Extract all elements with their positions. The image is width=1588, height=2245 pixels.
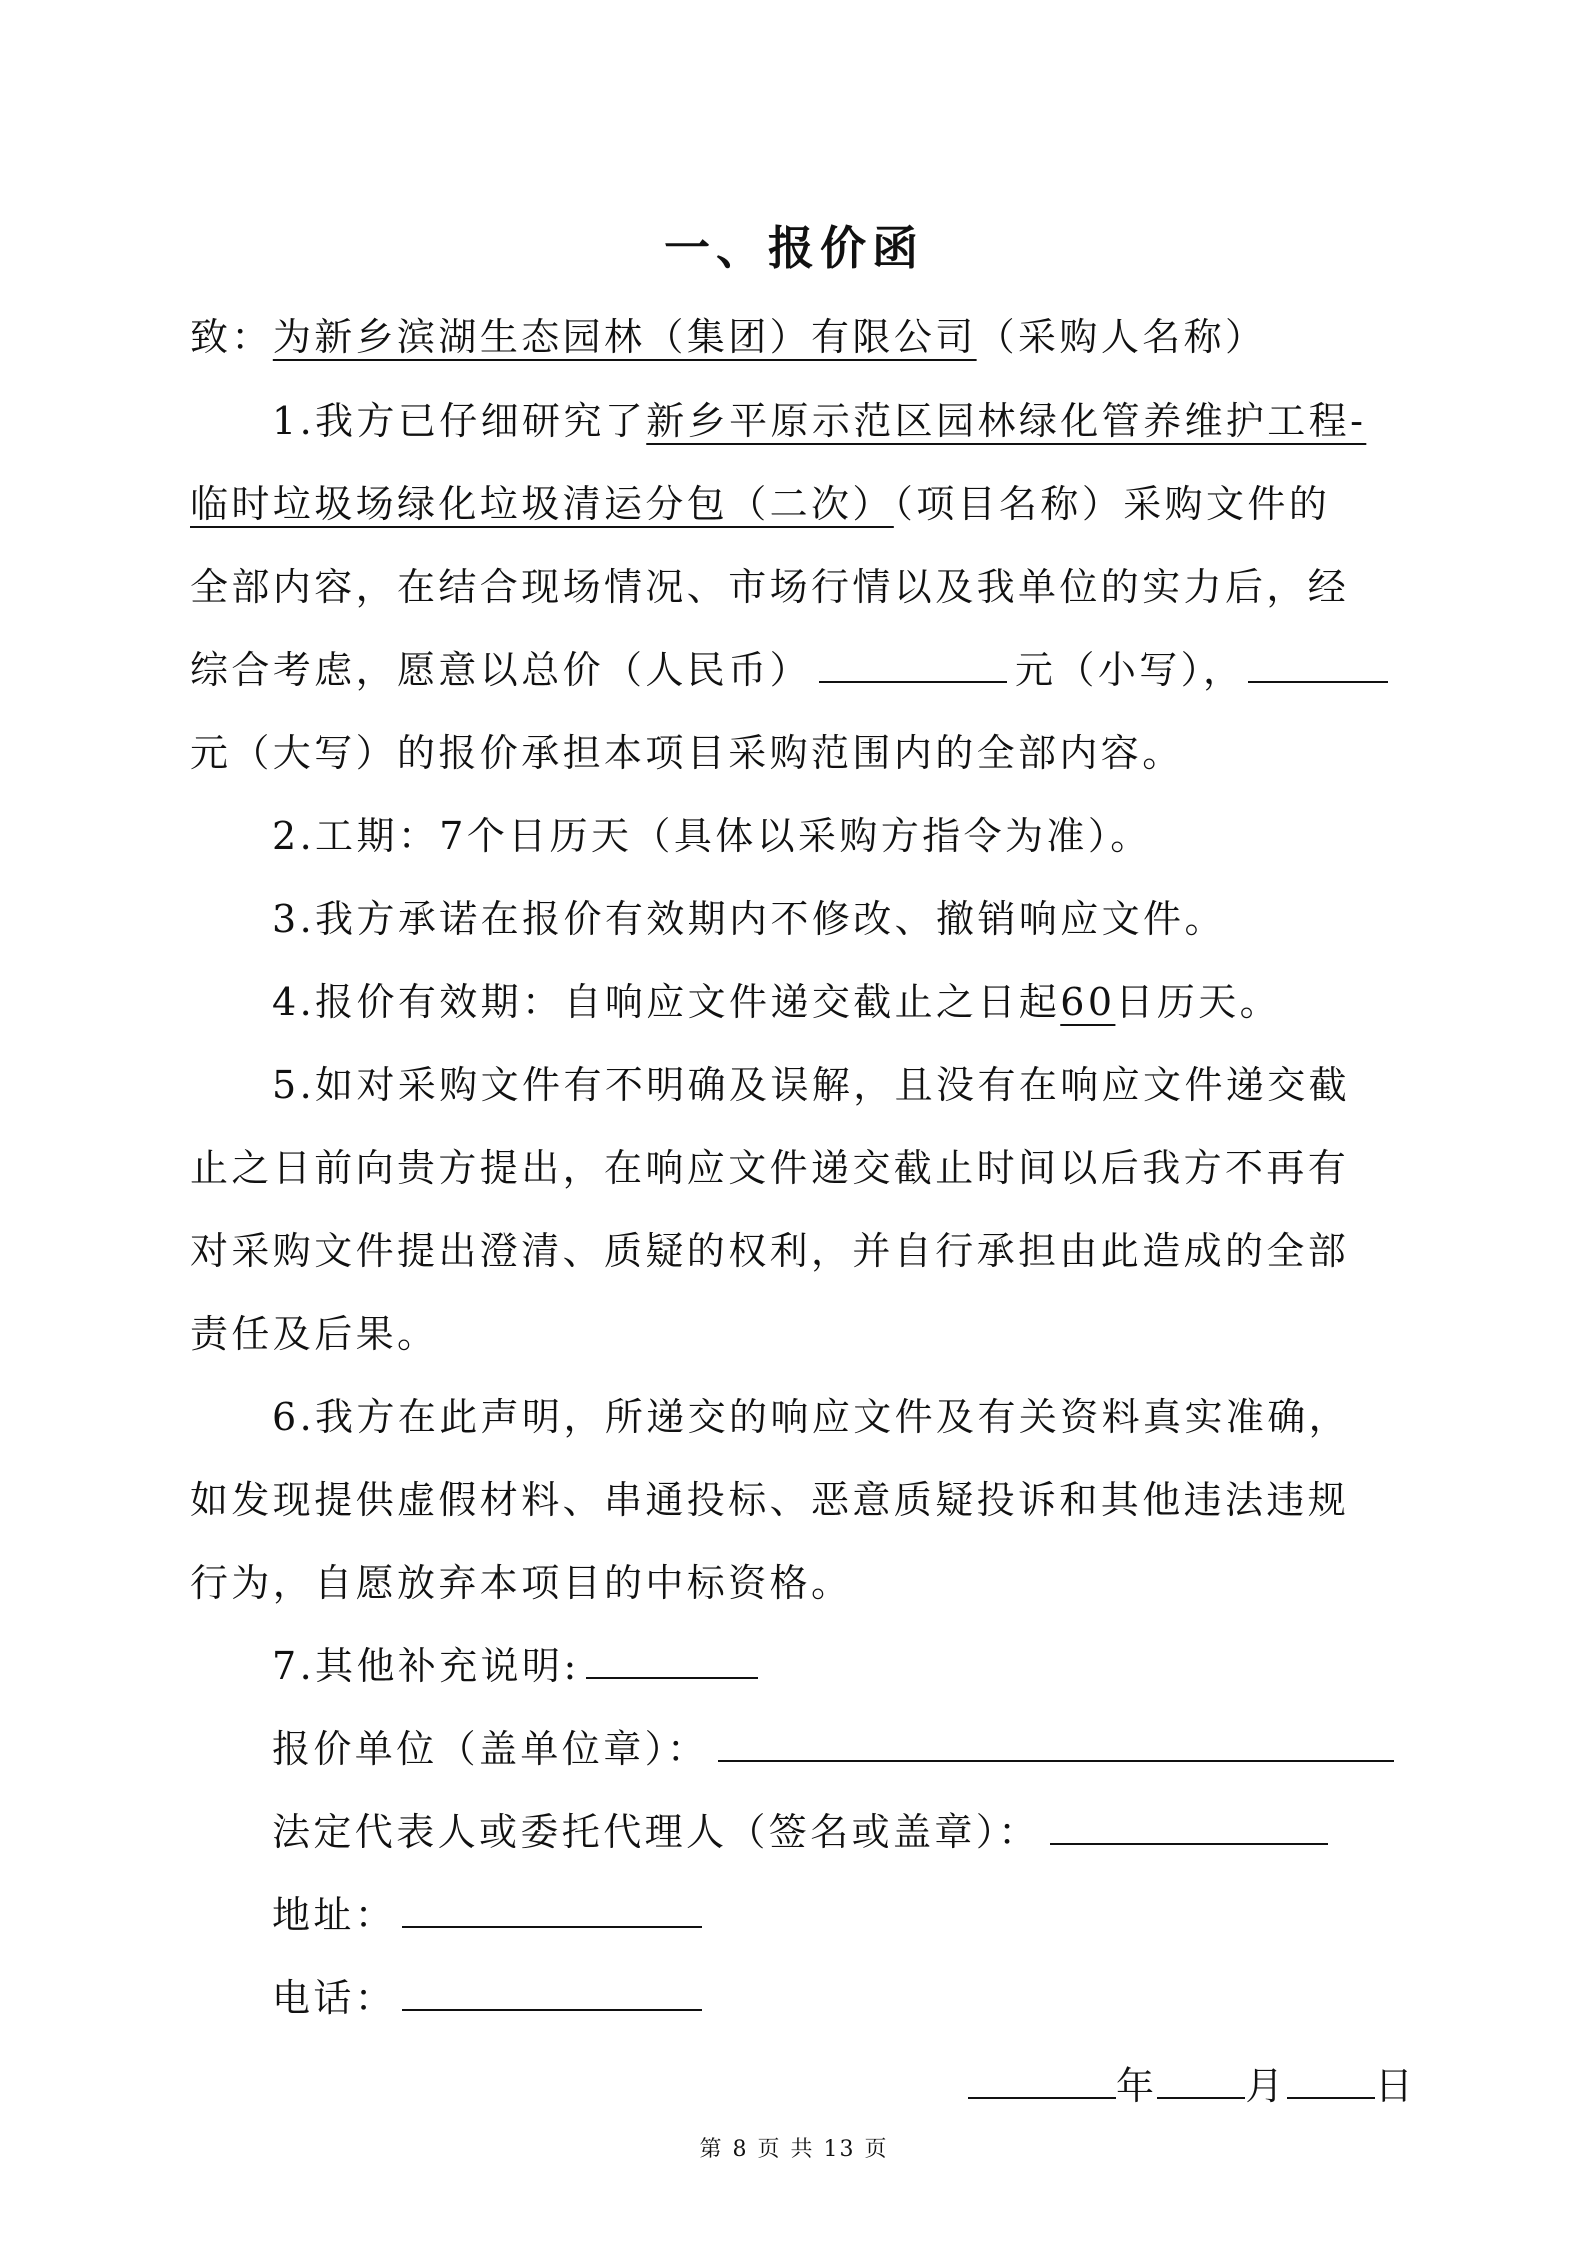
day-label: 日 [1374, 2064, 1417, 2108]
paragraph-2: 2.工期：7个日历天（具体以采购方指令为准）。 [272, 814, 1152, 858]
paragraph-1-line-1 [272, 398, 1366, 444]
paragraph-3: 3.我方承诺在报价有效期内不修改、撤销响应文件。 [272, 897, 1226, 941]
paragraph-6-line-3: 行为，自愿放弃本项目的中标资格。 [190, 1561, 853, 1605]
purchaser-hint: （采购人名称） [976, 315, 1267, 359]
address-label: 地址： [272, 1893, 397, 1937]
p4-text-b: 日历天。 [1115, 980, 1282, 1024]
p1-text-b: （项目名称）采购文件的 [893, 482, 1331, 526]
paragraph-1-line-5: 元（大写）的报价承担本项目采购范围内的全部内容。 [190, 731, 1184, 775]
addressee-line [190, 314, 1266, 360]
paragraph-7 [272, 1643, 758, 1689]
price-lowercase-field[interactable] [819, 647, 1007, 683]
p1-text-a: 1.我方已仔细研究了 [272, 399, 647, 443]
phone-label: 电话： [272, 1976, 397, 2020]
representative-label: 法定代表人或委托代理人（签名或盖章）： [272, 1810, 1040, 1854]
address-field[interactable] [402, 1892, 702, 1928]
day-field[interactable] [1287, 2063, 1375, 2099]
paragraph-5-line-2: 止之日前向贵方提出，在响应文件递交截止时间以后我方不再有 [190, 1146, 1350, 1190]
bidder-label: 报价单位（盖单位章）： [272, 1727, 709, 1771]
address-line [272, 1892, 702, 1938]
paragraph-1-line-4 [190, 647, 1388, 693]
bidder-stamp-field[interactable] [718, 1726, 1394, 1762]
p1-text-c: 综合考虑，愿意以总价（人民币） [190, 648, 812, 692]
month-label: 月 [1245, 2064, 1287, 2108]
p1-text-d: 元（小写）， [1015, 648, 1245, 692]
purchaser-name: 为新乡滨湖生态园林（集团）有限公司 [272, 315, 977, 359]
project-name-part-1: 新乡平原示范区园林绿化管养维护工程- [646, 399, 1367, 443]
price-uppercase-field[interactable] [1248, 647, 1388, 683]
page-footer: 第 8 页 共 13 页 [699, 2137, 889, 2162]
addressee-prefix: 致： [190, 315, 273, 359]
paragraph-4 [272, 979, 1281, 1025]
p4-text-a: 4.报价有效期：自响应文件递交截止之日起 [272, 980, 1061, 1024]
paragraph-6-line-2: 如发现提供虚假材料、串通投标、恶意质疑投诉和其他违法违规 [190, 1478, 1350, 1522]
representative-line [272, 1809, 1328, 1855]
paragraph-1-line-3: 全部内容，在结合现场情况、市场行情以及我单位的实力后，经 [190, 565, 1350, 609]
paragraph-1-line-2 [190, 481, 1330, 527]
paragraph-5-line-1: 5.如对采购文件有不明确及误解，且没有在响应文件递交截 [272, 1063, 1351, 1107]
year-field[interactable] [968, 2063, 1116, 2099]
representative-signature-field[interactable] [1050, 1809, 1328, 1845]
p7-label: 7.其他补充说明: [272, 1644, 580, 1688]
validity-days: 60 [1060, 980, 1116, 1024]
paragraph-5-line-3: 对采购文件提出澄清、质疑的权利，并自行承担由此造成的全部 [190, 1229, 1350, 1273]
year-label: 年 [1116, 2064, 1158, 2108]
month-field[interactable] [1157, 2063, 1245, 2099]
phone-field[interactable] [402, 1975, 702, 2011]
paragraph-6-line-1: 6.我方在此声明，所递交的响应文件及有关资料真实准确， [272, 1395, 1351, 1439]
date-line [968, 2063, 1416, 2109]
project-name-part-2: 临时垃圾场绿化垃圾清运分包（二次） [190, 482, 894, 526]
bidder-line [272, 1726, 1394, 1772]
supplement-field[interactable] [586, 1643, 758, 1679]
phone-line [272, 1975, 702, 2021]
paragraph-5-line-4: 责任及后果。 [190, 1312, 439, 1356]
page-title: 一、报价函 [664, 221, 924, 275]
